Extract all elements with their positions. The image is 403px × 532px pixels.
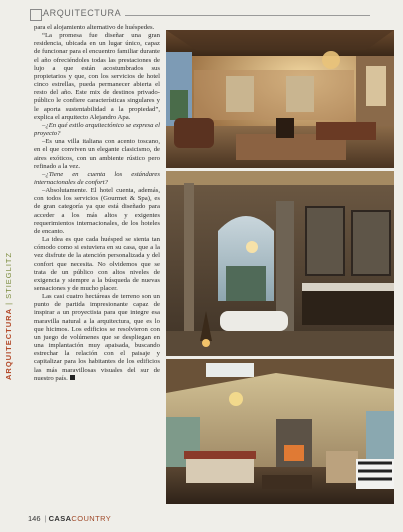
footer-divider: | <box>44 514 47 523</box>
side-section-label <box>4 240 16 380</box>
section-header: ARQUITECTURA <box>43 8 125 18</box>
article-paragraph: –Es una villa italiana con acento toscano, en el que conviven un elegante clasicismo, de aires exóticos, con un ambiente rústico pero refinado a la vez. <box>34 138 160 170</box>
interview-question: –¿Tiene en cuenta los estándares internacionales de confort? <box>34 170 160 186</box>
article-paragraph: –Absolutamente. El hotel cuenta, además, con todos los servicios (Gourmet & Spa), es de gran categoría ya que está diseñado para acceder a los más altos y exigentes requerimientos internacionales, de los hoteles de encanto. <box>34 187 160 235</box>
page-footer <box>28 514 111 523</box>
photo-bathroom <box>166 171 394 356</box>
article-paragraph: La idea es que cada huésped se sienta tan cómodo como si estuviera en su casa, que a la vez disfrute de la atención personalizada y del confort que necesita. No olvidemos que se trata de un público con altos niveles de exigencia y siempre a la búsqueda de nuevas sensaciones y de mucho placer. <box>34 236 160 292</box>
magazine-brand: CASA <box>48 514 72 523</box>
section-marker-box <box>30 9 42 21</box>
photo-living-room <box>166 30 394 168</box>
interview-question: –¿En qué estilo arquitectónico se expresa el proyecto? <box>34 121 160 138</box>
page-number: 146 <box>28 514 41 523</box>
side-divider: | <box>4 301 13 305</box>
article-paragraph: para el alojamiento alternativo de huéspedes. <box>34 24 155 31</box>
article-column <box>34 24 160 383</box>
magazine-brand-accent: COUNTRY <box>71 514 112 523</box>
article-paragraph: Las casi cuatro hectáreas de terreno son un punto de partida impresionante capaz de inspirar a un proyectista para que integre esa maravilla natural a la arquitectura, que es lo que hicimos. Los edificios se resolvieron con un juego de volúmenes que se despliegan en una implantación muy apaisada, buscando estrechar la relación con el paisaje y capitalizar para los habitantes de los edificios las más maravillosas visuales del sur de nuestro país. <box>34 293 160 382</box>
article-paragraph: “La promesa fue diseñar una gran residencia, ubicada en un lugar único, capaz de funcionar para el encuentro familiar durante el año ofreciéndoles todas las prestaciones de lujo a que están acostumbrados sus propietarios y que, con los servicios de hotel cinco estrellas, pueda permanecer abierta el resto del año. Este mix de destinos privado-público le confiere características singulares y le aporta sustentabilidad a la propiedad”, explica el arquitecto Alejandro Apa. <box>34 32 160 121</box>
side-section: ARQUITECTURA <box>4 308 13 380</box>
end-of-article-mark <box>70 375 75 380</box>
photo-bedroom <box>166 359 394 504</box>
side-name: STIEGLITZ <box>4 251 13 299</box>
